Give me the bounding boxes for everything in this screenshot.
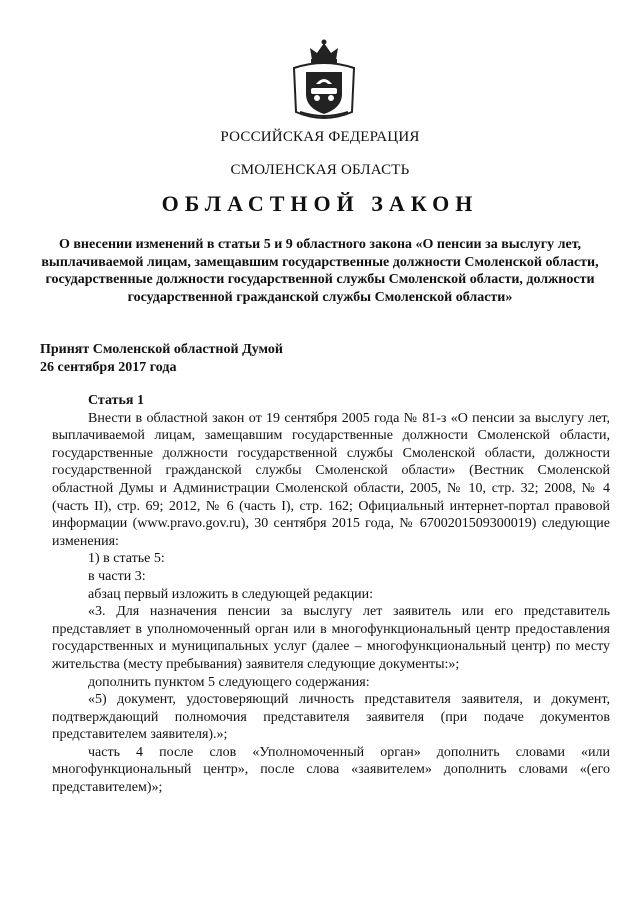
- paragraph: дополнить пунктом 5 следующего содержания:: [88, 674, 370, 690]
- paragraph: в части 3:: [88, 568, 146, 584]
- law-subject: О внесении изменений в статьи 5 и 9 областного закона «О пенсии за выслугу лет, выплачиваемой лицам, замещавшим государственные должности Смоленской области, государственные должности государственной службы Смоленской области, должности государственной гражданской службы Смоленской области»: [41, 237, 599, 305]
- paragraph: абзац первый изложить в следующей редакции:: [88, 586, 374, 602]
- paragraph: часть 4 после слов «Уполномоченный орган» дополнить словами «или многофункциональный центр», после слова «заявителем» дополнить словами «(его представителем)»;: [52, 744, 610, 796]
- paragraph: «3. Для назначения пенсии за выслугу лет заявитель или его представитель представляет в уполномоченный орган или в многофункциональный центр предоставления государственных и муниципальных услуг (далее – многофункциональный центр) по месту жительства (месту пребывания) заявителя следующие документы:»;: [52, 604, 610, 672]
- paragraph: 1) в статье 5:: [88, 551, 165, 567]
- adoption-info: [40, 341, 283, 376]
- adoption-date: 26 сентября 2017 года: [40, 359, 177, 375]
- paragraph: «5) документ, удостоверяющий личность представителя заявителя, и документ, подтверждающий полномочия представителя заявителя (при подаче документов представителем заявителя).»;: [52, 692, 610, 743]
- article-body: [52, 392, 610, 797]
- article-heading: Статья 1: [88, 393, 144, 408]
- country-name: РОССИЙСКАЯ ФЕДЕРАЦИЯ: [220, 129, 420, 145]
- region-name: СМОЛЕНСКАЯ ОБЛАСТЬ: [230, 162, 410, 178]
- coat-of-arms-icon: [286, 38, 362, 124]
- paragraph: Внести в областной закон от 19 сентября 2005 года № 81-з «О пенсии за выслугу лет, выплачиваемой лицам, замещавшим государственные должности Смоленской области, государственные должности государственной службы Смоленской области, должности государственной гражданской службы Смоленской области» (Вестник Смоленской областной Думы и Администрации Смоленской области, 2005, № 10, стр. 32; 2008, № 4 (часть II), стр. 69; 2012, № 6 (часть I), стр. 162; Официальный интернет-портал правовой информации (www.pravo.gov.ru), 30 сентября 2015 года, № 6700201509300019) следующие изменения:: [52, 410, 610, 549]
- adoption-body: Принят Смоленской областной Думой: [40, 342, 283, 357]
- document-type-title: ОБЛАСТНОЙ ЗАКОН: [161, 191, 479, 216]
